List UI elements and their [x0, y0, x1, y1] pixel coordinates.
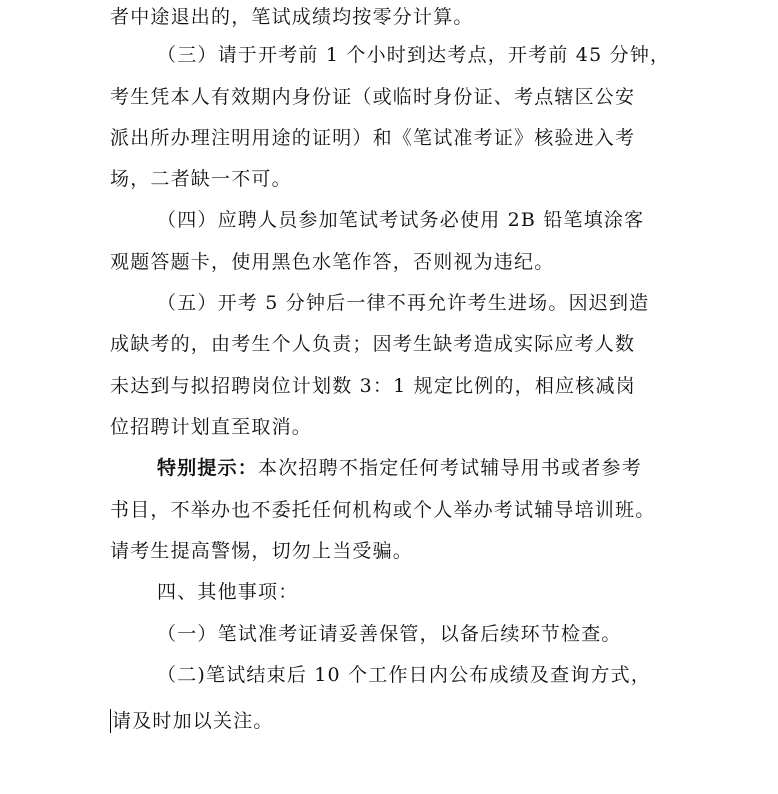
text-line-10: 未达到与拟招聘岗位计划数 3：1 规定比例的，相应核减岗 [110, 375, 636, 397]
text-line-13: 书目，不举办也不委托任何机构或个人举办考试辅导培训班。 [110, 499, 656, 521]
text-line-4: 派出所办理注明用途的证明）和《笔试准考证》核验进入考 [110, 127, 636, 149]
text-line-2: （三）请于开考前 1 个小时到达考点，开考前 45 分钟， [157, 44, 671, 66]
special-notice-line [157, 456, 642, 480]
special-notice-text: 本次招聘不指定任何考试辅导用书或者参考 [258, 457, 642, 479]
text-line-8: （五）开考 5 分钟后一律不再允许考生进场。因迟到造 [157, 292, 650, 314]
text-line-18: 请及时加以关注。 [112, 710, 274, 732]
text-line-16: （一）笔试准考证请妥善保管，以备后续环节检查。 [157, 623, 622, 645]
text-line-5: 场，二者缺一不可。 [110, 168, 292, 190]
text-line-11: 位招聘计划直至取消。 [110, 416, 313, 438]
text-line-7: 观题答题卡，使用黑色水笔作答，否则视为违纪。 [110, 251, 555, 273]
text-line-3: 考生凭本人有效期内身份证（或临时身份证、考点辖区公安 [110, 86, 636, 108]
text-line-9: 成缺考的，由考生个人负责；因考生缺考造成实际应考人数 [110, 333, 636, 355]
text-line-1: 者中途退出的，笔试成绩均按零分计算。 [110, 6, 474, 28]
text-line-6: （四）应聘人员参加笔试考试务必使用 2B 铅笔填涂客 [157, 209, 645, 231]
text-line-17: （二)笔试结束后 10 个工作日内公布成绩及查询方式， [157, 664, 652, 686]
section-heading: 四、其他事项： [157, 581, 299, 603]
text-line-14: 请考生提高警惕，切勿上当受骗。 [110, 540, 414, 562]
text-cursor[interactable] [110, 709, 111, 733]
special-notice-label: 特别提示： [157, 457, 259, 479]
